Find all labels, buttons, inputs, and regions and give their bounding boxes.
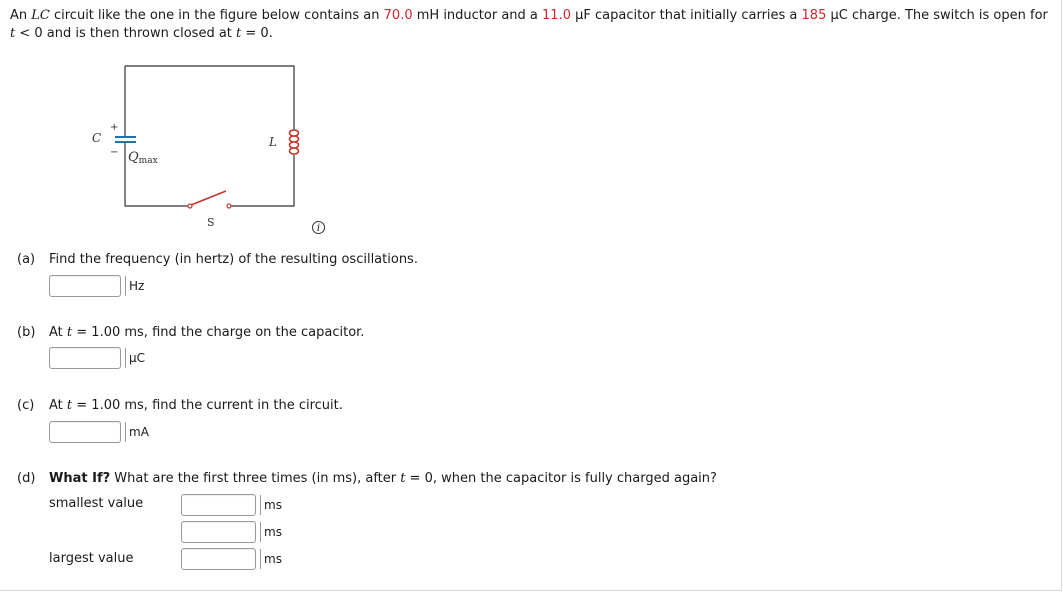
- current-input[interactable]: [49, 421, 121, 443]
- time-input-1[interactable]: [181, 494, 256, 516]
- part-d-answer-3: [181, 548, 282, 570]
- inductance-value: 70.0: [383, 8, 413, 23]
- switch-label: S: [207, 216, 215, 229]
- unit-ms-3: ms: [260, 549, 282, 569]
- inductor-coil: [290, 130, 299, 154]
- smallest-value-label: smallest value: [49, 496, 144, 511]
- problem-statement: An LC circuit like the one in the figure below contains an 70.0 mH inductor and a 11.0 μF capacitor that initially carries a 185 μC charge. The switch is open for t < 0 and is then thrown closed at t = 0.: [10, 8, 1048, 41]
- capacitor-minus: −: [110, 147, 119, 158]
- circuit-wire-bottom: [231, 155, 294, 206]
- circuit-wire: [125, 66, 294, 130]
- part-b-answer: [49, 347, 145, 369]
- unit-ma: mA: [125, 422, 149, 442]
- qmax-label: Qmax: [128, 150, 158, 166]
- capacitance-value: 11.0: [542, 8, 571, 23]
- unit-uc: μC: [125, 348, 145, 368]
- time-input-2[interactable]: [181, 521, 256, 543]
- unit-hz: Hz: [125, 276, 144, 296]
- switch-terminal-right: [227, 204, 231, 208]
- unit-ms-1: ms: [260, 495, 282, 515]
- time-input-3[interactable]: [181, 548, 256, 570]
- part-d-question: (d) What If? What are the first three times (in ms), after t = 0, when the capacitor is fully charged again?: [17, 471, 717, 486]
- unit-ms-2: ms: [260, 522, 282, 542]
- frequency-input[interactable]: [49, 275, 121, 297]
- info-icon[interactable]: i: [312, 221, 325, 234]
- lc-circuit-figure: [86, 60, 326, 235]
- part-b-question: (b) At t = 1.00 ms, find the charge on the capacitor.: [17, 325, 365, 340]
- part-d-answer-2: [181, 521, 282, 543]
- largest-value-label: largest value: [49, 551, 134, 566]
- switch-arm: [191, 191, 226, 205]
- part-d-answer-1: [181, 494, 282, 516]
- part-a-question: (a) Find the frequency (in hertz) of the resulting oscillations.: [17, 252, 418, 267]
- part-c-question: (c) At t = 1.00 ms, find the current in the circuit.: [17, 398, 343, 413]
- capacitor-label: C: [92, 131, 102, 145]
- capacitor-plus: +: [110, 122, 119, 133]
- charge-value: 185: [801, 8, 827, 23]
- charge-input[interactable]: [49, 347, 121, 369]
- inductor-label: L: [269, 135, 277, 149]
- part-c-answer: [49, 421, 149, 443]
- part-a-answer: [49, 275, 144, 297]
